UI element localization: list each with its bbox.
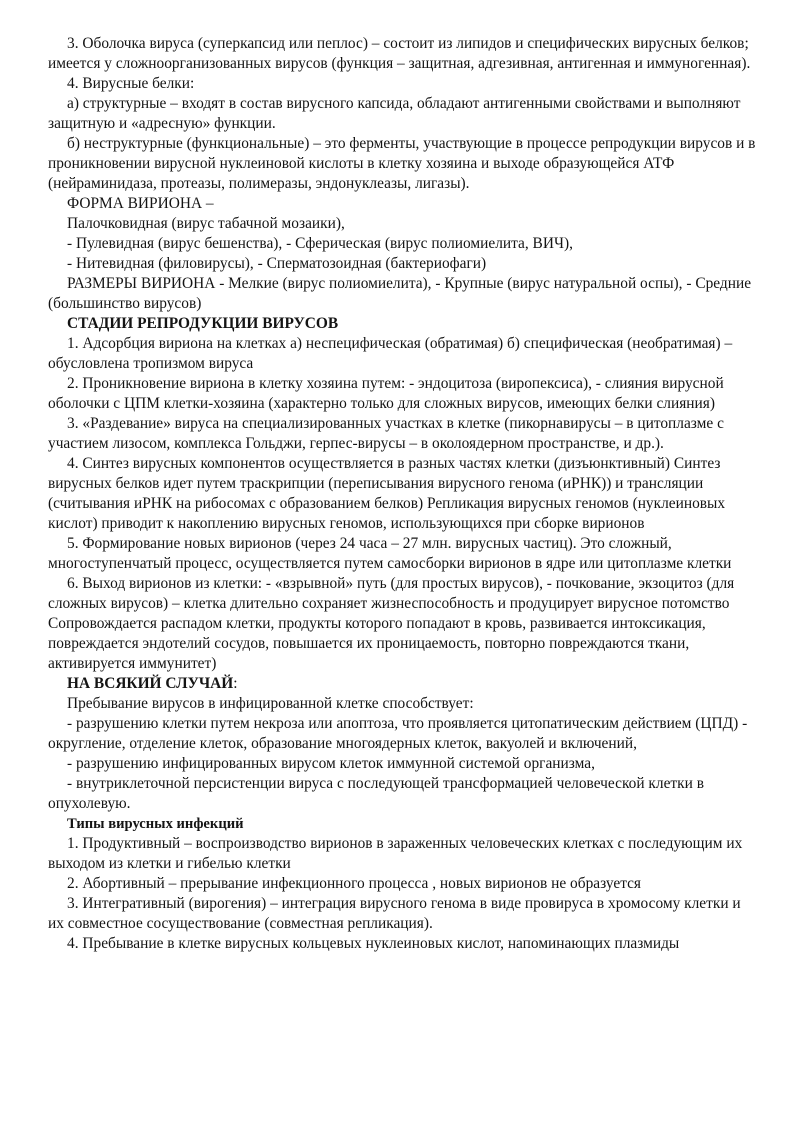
document-page xyxy=(48,34,760,954)
stage-penetration: 2. Проникновение вириона в клетку хозяина путем: - эндоцитоза (виропексиса), - слияния вирусной оболочки с ЦПМ клетки-хозяина (характерно только для сложных вирусов, имеющих белки слияния) xyxy=(48,375,724,412)
heading-infection-types: Типы вирусных инфекций xyxy=(67,816,244,832)
heading-reproduction-stages: СТАДИИ РЕПРОДУКЦИИ ВИРУСОВ xyxy=(67,315,339,332)
paragraph-structural-proteins: а) структурные – входят в состав вирусного капсида, обладают антигенными свойствами и выполняют защитную и «адресную» функции. xyxy=(48,95,741,132)
paragraph-shape-filament: - Нитевидная (филовирусы), - Сперматозоидная (бактериофаги) xyxy=(67,255,487,272)
paragraph-nonstructural-proteins: б) неструктурные (функциональные) – это ферменты, участвующие в процессе репродукции вирусов и в проникновении вирусной нуклеиновой кислоты в клетку хозяина и выходе образующейся АТФ (нейраминидаза, протеазы, полимеразы, эндонуклеазы, лигазы). xyxy=(48,135,756,192)
paragraph-virion-shape: ФОРМА ВИРИОНА – xyxy=(67,195,214,212)
type-productive: 1. Продуктивный – воспроизводство вирионов в зараженных человеческих клетках с последующим их выходом из клетки и гибелью клетки xyxy=(48,835,743,872)
stage-uncoating: 3. «Раздевание» вируса на специализированных участках в клетке (пикорнавирусы – в цитоплазме с участием лизосом, комплекса Гольджи, герпес-вирусы – в околоядерном пространстве, и др.). xyxy=(48,415,724,452)
heading-just-in-case-text: НА ВСЯКИЙ СЛУЧАЙ xyxy=(67,675,234,692)
heading-just-in-case-colon: : xyxy=(233,675,238,692)
stage-adsorption: 1. Адсорбция вириона на клетках а) неспецифическая (обратимая) б) специфическая (необратимая) – обусловлена тропизмом вируса xyxy=(48,335,733,372)
type-plasmid: 4. Пребывание в клетке вирусных кольцевых нуклеиновых кислот, напоминающих плазмиды xyxy=(67,935,680,952)
persistence-immune: - разрушению инфицированных вирусом клеток иммунной системой организма, xyxy=(67,755,595,772)
stage-assembly: 5. Формирование новых вирионов (через 24 часа – 27 млн. вирусных частиц). Это сложный, многоступенчатый процесс, осуществляется путем самосборки вирионов в ядре или цитоплазме клетки xyxy=(48,535,732,572)
paragraph-shape-rod: Палочковидная (вирус табачной мозаики), xyxy=(67,215,345,232)
persistence-destruction: - разрушению клетки путем некроза или апоптоза, что проявляется цитопатическим действием (ЦПД) - округление, отделение клеток, образование многоядерных клеток, вакуолей и включений, xyxy=(48,715,748,752)
paragraph-shape-bullet: - Пулевидная (вирус бешенства), - Сферическая (вирус полиомиелита, ВИЧ), xyxy=(67,235,573,252)
paragraph-viral-proteins: 4. Вирусные белки: xyxy=(67,75,195,92)
type-integrative: 3. Интегративный (вирогения) – интеграция вирусного генома в виде провируса в хромосому клетки и их совместное сосуществование (совместная репликация). xyxy=(48,895,741,932)
paragraph-envelope: 3. Оболочка вируса (суперкапсид или пеплос) – состоит из липидов и специфических вирусных белков; имеется у сложноорганизованных вирусов (функция – защитная, адгезивная, антигенная и иммуногенная). xyxy=(48,35,751,72)
persistence-intro: Пребывание вирусов в инфицированной клетке способствует: xyxy=(67,695,474,712)
heading-just-in-case xyxy=(48,674,760,694)
persistence-transformation: - внутриклеточной персистенции вируса с последующей трансформацией человеческой клетки в опухолевую. xyxy=(48,775,704,812)
type-abortive: 2. Абортивный – прерывание инфекционного процесса , новых вирионов не образуется xyxy=(67,875,642,892)
stage-release: 6. Выход вирионов из клетки: - «взрывной» путь (для простых вирусов), - почкование, экзоцитоз (для сложных вирусов) – клетка длительно сохраняет жизнеспособность и продуцирует вирусное потомство Сопровождается распадом клетки, продукты которого попадают в кровь, развивается интоксикация, повреждается эндотелий сосудов, повышается их проницаемость, повторно повреждаются ткани, активируется иммунитет) xyxy=(48,575,735,672)
paragraph-virion-size: РАЗМЕРЫ ВИРИОНА - Мелкие (вирус полиомиелита), - Крупные (вирус натуральной оспы), - Средние (большинство вирусов) xyxy=(48,275,752,312)
stage-synthesis: 4. Синтез вирусных компонентов осуществляется в разных частях клетки (дизъюнктивный) Синтез вирусных белков идет путем траскрипции (переписывания вирусного генома (иРНК)) и трансляции (считывания иРНК на рибосомах с образованием белков) Репликация вирусных геномов (нуклеиновых кислот) приводит к накоплению вирусных геномов, использующихся при сборке вирионов xyxy=(48,455,726,532)
